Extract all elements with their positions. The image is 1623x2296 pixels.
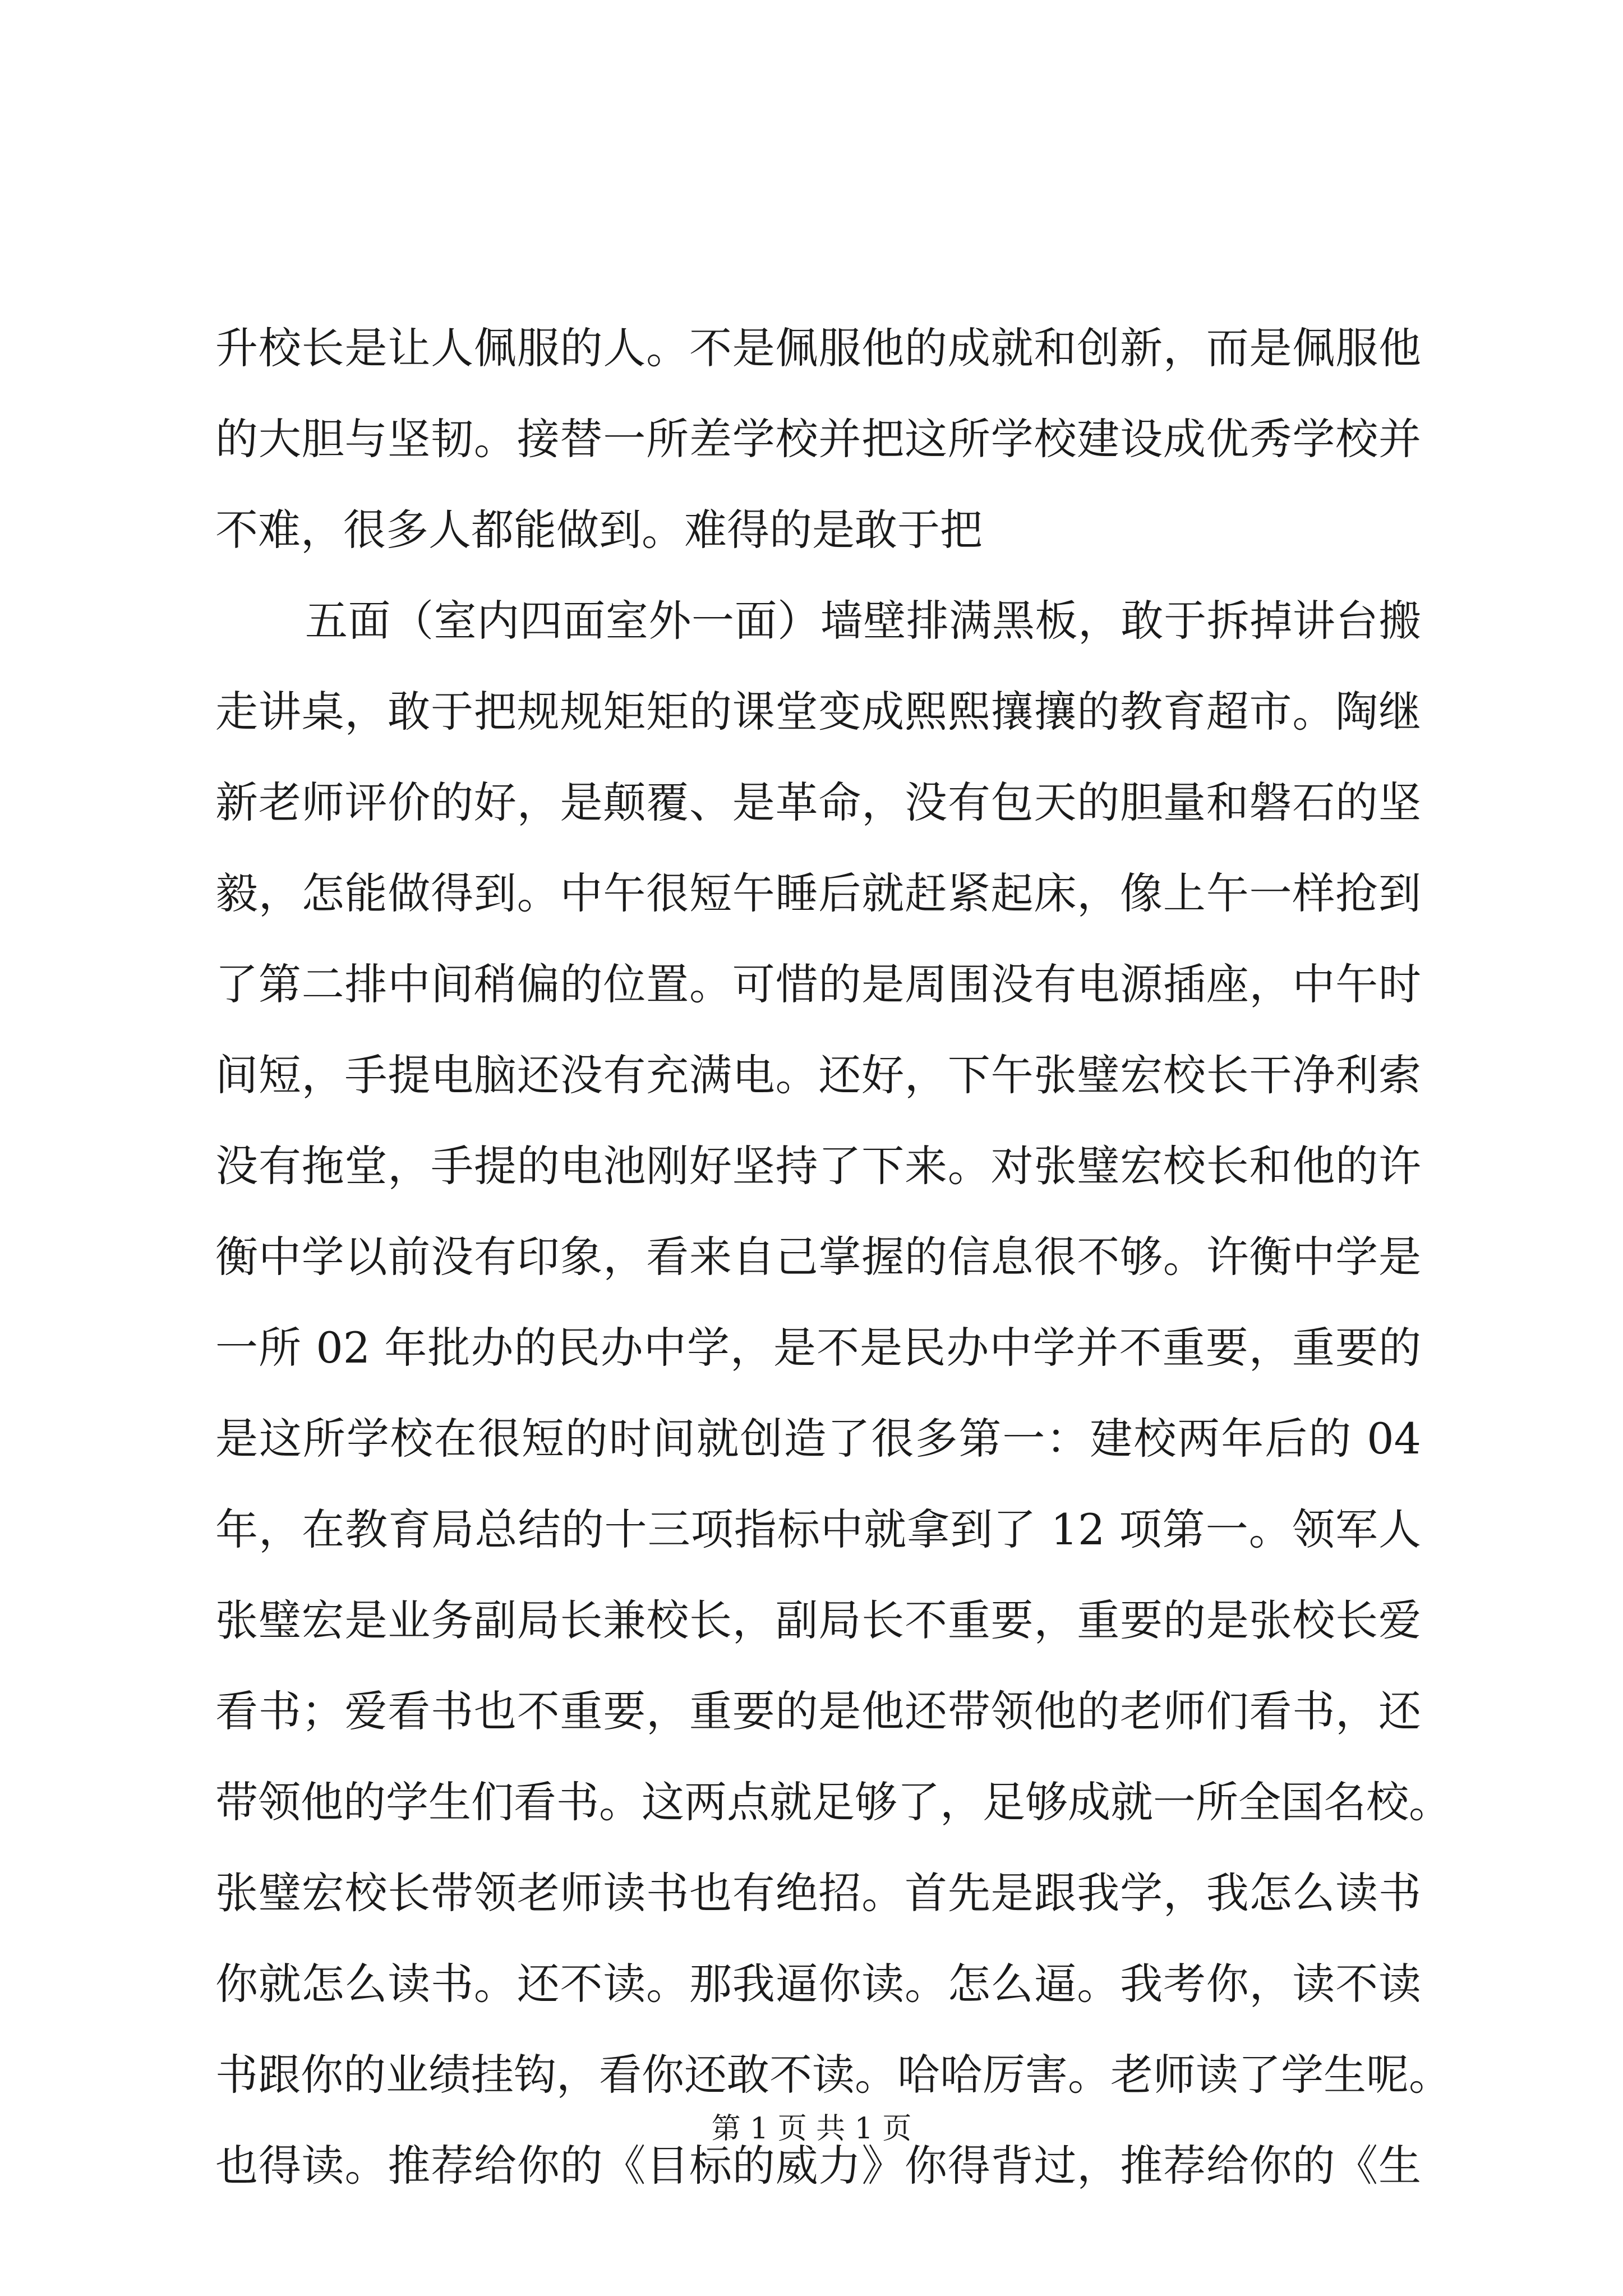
page-footer: 第 1 页 共 1 页 <box>711 2112 912 2146</box>
text-line: 五面（室内四面室外一面）墙壁排满黑板，敢于拆掉讲台搬 <box>305 596 1421 646</box>
text-line: 的大胆与坚韧。接替一所差学校并把这所学校建设成优秀学校并 <box>215 414 1421 464</box>
text-line: 带领他的学生们看书。这两点就足够了，足够成就一所全国名校。 <box>215 1777 1451 1827</box>
body-text <box>215 303 1451 2211</box>
text-line: 不难，很多人都能做到。难得的是敢于把 <box>215 505 983 555</box>
text-line: 一所 02 年批办的民办中学，是不是民办中学并不重要，重要的 <box>215 1323 1421 1373</box>
paragraph <box>215 303 1421 576</box>
text-line: 新老师评价的好，是颠覆、是革命，没有包天的胆量和磐石的坚 <box>215 777 1421 827</box>
text-line: 是这所学校在很短的时间就创造了很多第一：建校两年后的 04 <box>215 1414 1421 1464</box>
text-line: 年，在教育局总结的十三项指标中就拿到了 12 项第一。领军人 <box>215 1504 1421 1554</box>
text-line: 衡中学以前没有印象，看来自己掌握的信息很不够。许衡中学是 <box>215 1232 1421 1282</box>
text-line: 升校长是让人佩服的人。不是佩服他的成就和创新，而是佩服他 <box>215 323 1421 373</box>
text-line: 你就怎么读书。还不读。那我逼你读。怎么逼。我考你，读不读 <box>215 1959 1421 2009</box>
text-line: 书跟你的业绩挂钩，看你还敢不读。哈哈厉害。老师读了学生呢。 <box>215 2050 1451 2100</box>
text-line: 了第二排中间稍偏的位置。可惜的是周围没有电源插座，中午时 <box>215 959 1421 1009</box>
text-line: 间短，手提电脑还没有充满电。还好，下午张璧宏校长干净利索 <box>215 1050 1421 1100</box>
text-line: 走讲桌，敢于把规规矩矩的课堂变成熙熙攘攘的教育超市。陶继 <box>215 687 1421 737</box>
text-line: 张璧宏校长带领老师读书也有绝招。首先是跟我学，我怎么读书 <box>215 1868 1421 1918</box>
paragraph <box>215 576 1451 2211</box>
text-line: 没有拖堂，手提的电池刚好坚持了下来。对张璧宏校长和他的许 <box>215 1141 1421 1191</box>
text-line: 看书；爱看书也不重要，重要的是他还带领他的老师们看书，还 <box>215 1686 1421 1736</box>
text-line: 毅，怎能做得到。中午很短午睡后就赶紧起床，像上午一样抢到 <box>215 868 1421 918</box>
text-line: 也得读。推荐给你的《目标的威力》你得背过，推荐给你的《生 <box>215 2141 1421 2191</box>
text-line: 张璧宏是业务副局长兼校长，副局长不重要，重要的是张校长爱 <box>215 1595 1421 1645</box>
